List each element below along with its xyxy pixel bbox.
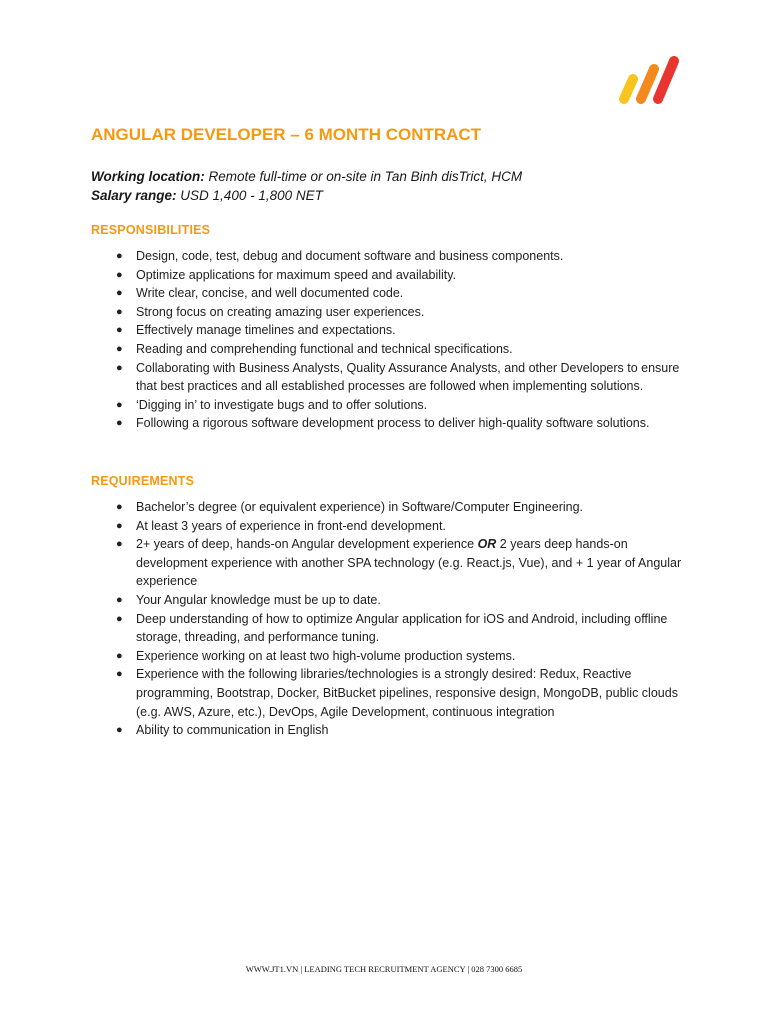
job-meta (91, 167, 522, 205)
logo-bar-yellow (624, 79, 633, 99)
responsibilities-heading: RESPONSIBILITIES (91, 223, 211, 237)
logo-bar-red (658, 61, 674, 99)
bullet-icon: ● (116, 305, 123, 318)
list-item: ● Design, code, test, debug and document software and business components. (91, 247, 691, 266)
bullet-icon: ● (116, 342, 123, 355)
list-item: ● 2+ years of deep, hands-on Angular development experience OR 2 years deep hands-on development experience with another SPA technology (e.g. React.js, Vue), and + 1 year of Angular experience (116, 537, 682, 589)
list-item: ● At least 3 years of experience in front-end development. (91, 517, 691, 536)
list-item: ● Ability to communication in English (91, 721, 691, 740)
bullet-icon: ● (116, 724, 123, 737)
working-location (91, 167, 522, 186)
bullet-icon: ● (116, 538, 123, 551)
bullet-icon: ● (116, 324, 123, 337)
bullet-icon: ● (116, 668, 123, 681)
list-item: ● Your Angular knowledge must be up to date. (91, 591, 691, 610)
bullet-icon: ● (116, 398, 123, 411)
bullet-icon: ● (116, 501, 123, 513)
list-item: ● Strong focus on creating amazing user experiences. (91, 303, 691, 322)
salary-range-label: Salary range: (91, 188, 177, 203)
logo-bar-orange (641, 69, 654, 99)
salary-range (91, 186, 522, 205)
list-item: ● Experience working on at least two high-volume production systems. (91, 647, 691, 666)
bullet-icon: ● (116, 593, 123, 606)
bullet-icon: ● (116, 361, 123, 374)
bullet-icon: ● (116, 250, 123, 262)
bullet-icon: ● (116, 519, 123, 532)
responsibilities-list (91, 247, 691, 433)
list-item: ● ‘Digging in’ to investigate bugs and to offer solutions. (91, 396, 691, 415)
working-location-label: Working location: (91, 169, 205, 184)
bullet-icon: ● (116, 612, 123, 625)
bullet-icon: ● (116, 287, 123, 300)
working-location-value: Remote full-time or on-site in Tan Binh disTrict, HCM (204, 169, 523, 184)
list-item: ● Deep understanding of how to optimize Angular application for iOS and Android, including offline storage, threading, and performance tuning. (116, 611, 668, 645)
bullet-icon: ● (116, 417, 123, 430)
company-logo-icon (614, 52, 682, 108)
list-item: ● Write clear, concise, and well documented code. (91, 284, 691, 303)
list-item: ● Reading and comprehending functional and technical specifications. (91, 340, 691, 359)
list-item: ● Optimize applications for maximum speed and availability. (91, 266, 691, 285)
bullet-icon: ● (116, 649, 123, 662)
list-item: ● Following a rigorous software development process to deliver high-quality software solutions. (91, 414, 691, 433)
salary-range-value: USD 1,400 - 1,800 NET (176, 188, 323, 203)
list-item: ● Bachelor’s degree (or equivalent experience) in Software/Computer Engineering. (91, 498, 691, 517)
requirements-heading: REQUIREMENTS (91, 474, 195, 488)
list-item: ● Experience with the following libraries/technologies is a strongly desired: Redux, Reactive programming, Bootstrap, Docker, BitBucket pipelines, responsive design, MongoDB, public clouds (e.g. AWS, Azure, etc.), DevOps, Agile Development, continuous integration (116, 667, 678, 719)
page-footer: WWW.JT1.VN | LEADING TECH RECRUITMENT AGENCY | 028 7300 6685 (245, 964, 523, 974)
requirements-list (91, 498, 691, 740)
bullet-icon: ● (116, 268, 123, 281)
list-item: ● Collaborating with Business Analysts, Quality Assurance Analysts, and other Developers to ensure that best practices and all established processes are followed when implementing solutions. (116, 360, 680, 394)
list-item: ● Effectively manage timelines and expectations. (91, 321, 691, 340)
job-title: ANGULAR DEVELOPER – 6 MONTH CONTRACT (91, 125, 482, 144)
